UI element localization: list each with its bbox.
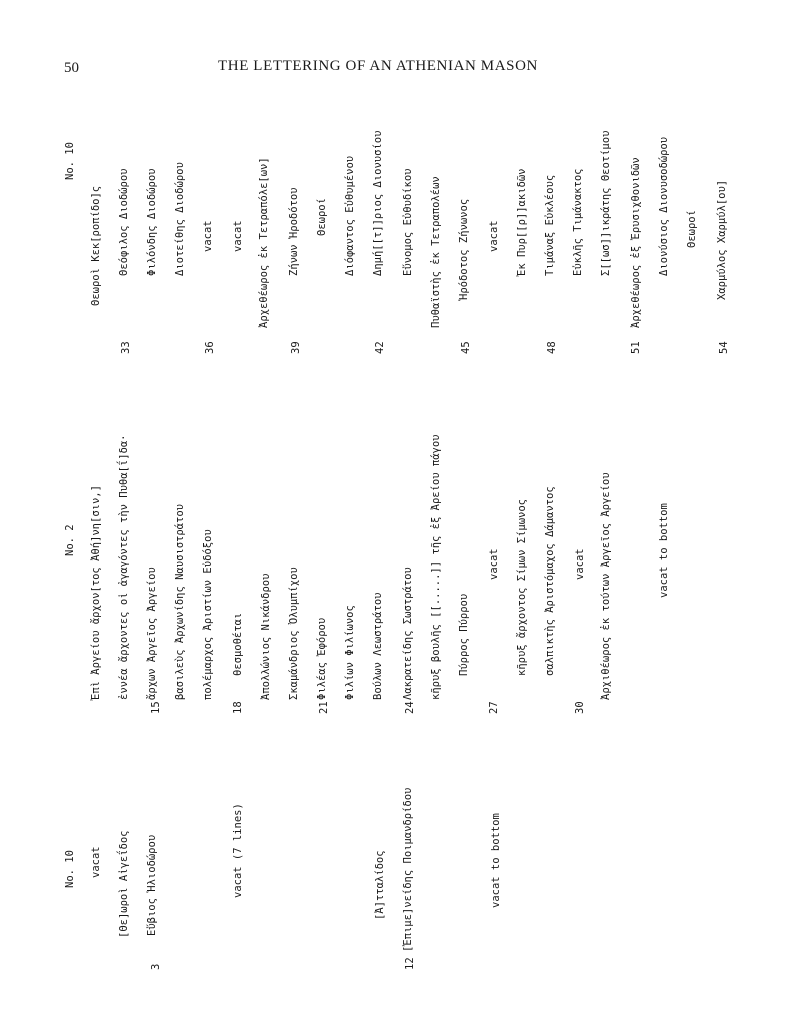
col3-line: Θεόφιλος Διοδώρου <box>118 168 130 276</box>
col2-line: Ἀρχιθέωρος ἐκ τούτων Ἀργεῖος Ἀργείου <box>600 472 612 700</box>
col2-line: κῆρυξ ἄρχοντος Σίμων Σίμωνος <box>516 498 528 676</box>
line-number: 24 <box>404 701 416 714</box>
col3-line: vacat <box>202 220 214 252</box>
col2-line: Σκαμάνδριος Ὀλυμπίχου <box>288 567 300 700</box>
col2-line: Λακρατείδης Σωστράτου <box>402 567 414 700</box>
col1-line: [Ἐπιμε]νείδης Ποιμανδρίδου <box>402 787 414 952</box>
col1-line: vacat (7 lines) <box>232 803 244 898</box>
col2-line: Ἀπολλώνιος Νικάνδρου <box>260 573 272 700</box>
col2-line: Ἐπὶ Ἀργείου ἄρχον[τος Ἀθή]νη[σιν,] <box>90 485 102 700</box>
line-number: 51 <box>630 341 642 354</box>
col3-line: Διοτείθης Διοδώρου <box>174 162 186 276</box>
col1-line: [Ἀ]τταλίδος <box>374 850 386 920</box>
col2-line: Πύρρος Πύρρου <box>458 593 470 676</box>
col3-line: Θεωροί <box>686 210 698 248</box>
line-number: 15 <box>150 701 162 714</box>
col2-line: No. 2 <box>64 524 76 556</box>
col2-line: Βούλων Λεωστράτου <box>372 592 384 700</box>
line-number: 48 <box>546 341 558 354</box>
line-number: 33 <box>120 341 132 354</box>
line-number: 39 <box>290 341 302 354</box>
col3-line: Χαρμύλος Χαρμύλ[ου] <box>716 179 728 300</box>
col1-line: vacat to bottom <box>490 813 502 908</box>
col2-line: vacat to bottom <box>658 503 670 598</box>
col3-line: Πυθαϊστὴς ἐκ Τετραπολέων <box>430 176 442 328</box>
line-number: 45 <box>460 341 472 354</box>
col2-line: Φιλέας Ἐφόρου <box>316 617 328 700</box>
col3-line: vacat <box>232 220 244 252</box>
col3-line: Διόφαντος Εὐθυμένου <box>344 155 356 276</box>
line-number: 18 <box>232 701 244 714</box>
col3-line: Ἀρχεθέωρος ἐκ Τετραπόλε[ων] <box>258 157 270 328</box>
col3-line: Διονύσιος Διονυσοδώρου <box>658 136 670 276</box>
col2-line: ἐννέα ἄρχοντες οἱ ἀγαγόντες τὴν Πυθα[ΐ]δα· <box>118 434 130 700</box>
col2-line: θεσμοθέται <box>232 612 244 676</box>
col3-line: vacat <box>488 220 500 252</box>
col1-line: vacat <box>90 846 102 878</box>
col3-line: Ἐκ Πυρ[[ρ]]ακιδῶν <box>516 168 528 276</box>
col3-line: Εὔνομος Εὐθυδίκου <box>402 168 414 276</box>
col3-line: Ζήνων Ἡροδότου <box>288 187 300 276</box>
running-title: THE LETTERING OF AN ATHENIAN MASON <box>218 58 538 74</box>
col1-line: [Θε]ωροὶ Αἰγεΐδος <box>118 830 130 938</box>
col3-line: Θεωροὶ Κεκ[ροπίδο]ς <box>90 185 102 306</box>
line-number: 21 <box>318 701 330 714</box>
col2-line: κῆρυξ βουλῆς [[.....]] τῆς ἐξ Ἀρείου πάγου <box>430 434 442 700</box>
col3-line: Σ[[ωσ]]ικράτης Θεοτίμου <box>600 130 612 276</box>
line-number: 3 <box>150 963 162 970</box>
line-number: 12 <box>404 957 416 970</box>
col3-line: Εὐκλῆς Τιμάνακτος <box>572 168 584 276</box>
col1-line: Εὔβιος Ἡλιοδώρου <box>146 834 158 936</box>
line-number: 42 <box>374 341 386 354</box>
line-number: 36 <box>204 341 216 354</box>
page-number: 50 <box>64 60 79 76</box>
col2-line: σαλπικτὴς Ἀριστόμαχος Δάμαντος <box>544 486 556 676</box>
col3-line: Φιλόνδης Διοδώρου <box>146 168 158 276</box>
col2-line: πολέμαρχος Ἀριστίων Εὐδόξου <box>202 529 214 700</box>
col3-line: No. 10 <box>64 142 76 180</box>
col3-line: Ἀρχεθέωρος ἐξ Ἐρυσιχθονιδῶν <box>630 157 642 328</box>
col2-line: ἄρχων Ἀργεῖος Ἀργείου <box>146 567 158 700</box>
line-number: 27 <box>488 701 500 714</box>
col2-line: vacat <box>574 548 586 580</box>
col3-line: Τιμάναξ Εὐκλέους <box>544 174 556 276</box>
col2-line: Φιλίων Φιλίωνος <box>344 605 356 700</box>
col3-line: Δημή[[τ]]ριος Διονυσίου <box>372 130 384 276</box>
col2-line: vacat <box>488 548 500 580</box>
col3-line: Ἡρόδοτος Ζήνωνος <box>458 198 470 300</box>
col2-line: βασιλεὺς Ἀρχωνίδης Ναυσιστράτου <box>174 504 186 700</box>
col3-line: Θεωροί <box>316 198 328 236</box>
col1-line: No. 10 <box>64 850 76 888</box>
line-number: 54 <box>718 341 730 354</box>
line-number: 30 <box>574 701 586 714</box>
